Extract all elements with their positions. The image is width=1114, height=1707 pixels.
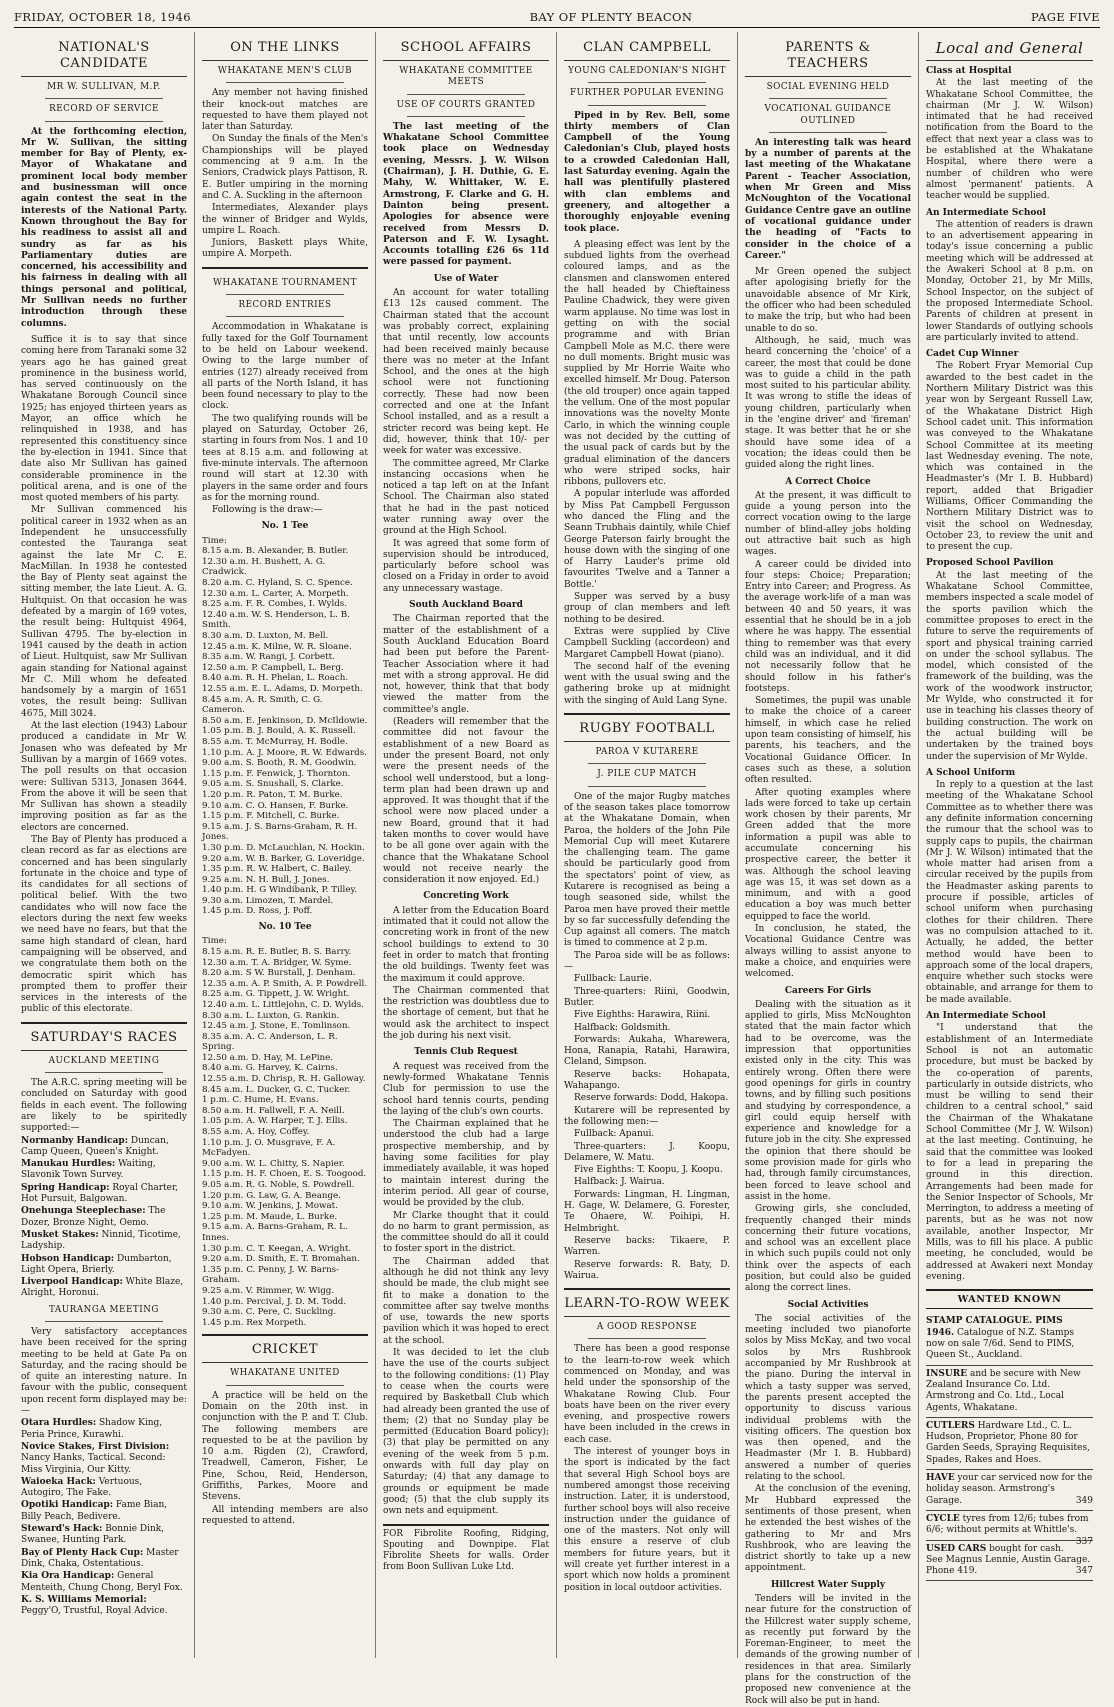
race-entry xyxy=(21,1254,187,1277)
ad-text: and be secure with New Zealand Insurance Co. Ltd. Armstrong and Co. Ltd., Local Agents, Whakatane. xyxy=(926,1368,1081,1413)
article-body xyxy=(383,614,549,886)
race-entry xyxy=(21,1418,187,1441)
divider xyxy=(588,1338,706,1339)
masthead xyxy=(14,6,1100,28)
column-on-the-links xyxy=(195,32,376,1658)
divider xyxy=(769,98,887,99)
race-entry xyxy=(21,1230,187,1253)
article-heading: NATIONAL'S CANDIDATE xyxy=(21,38,187,77)
section-heading: Use of Water xyxy=(433,273,499,284)
race-horses: Dumbarton, Light Opera, Brierly. xyxy=(21,1253,172,1275)
article-subheading: VOCATIONAL GUIDANCE OUTLINED xyxy=(764,104,892,126)
race-event: K. S. Williams Memorial: xyxy=(21,1594,147,1605)
article-subheading: USE OF COURTS GRANTED xyxy=(396,99,536,110)
cricket-section xyxy=(202,1334,368,1527)
article-paragraph: Extras were supplied by Clive Campbell Suckling (accordeon) and Margaret Campbell Howat (piano). xyxy=(564,626,730,660)
article-paragraph: One of the major Rugby matches of the season takes place tomorrow at the Whakatane Domain, when Paroa, the holders of the John Pile Memorial Cup will meet Kutarere the challenging team. The game should be particularly good from the spectators' point of view, as Kutarere is recognised as being a tough seasoned side, whilst the Paroa men have proved their mettle by so far successfully defending the Cup against all comers. The match is timed to commence at 2 p.m. xyxy=(564,791,730,949)
article-paragraph: Reserve forwards: R. Baty, D. Wairua. xyxy=(564,1259,730,1281)
article-paragraph: A practice will be held on the Domain on the 20th inst. in conjunction with the P. and T. Club. The following members are requested to be at the pavilion by 10 a.m. Rigden (2), Crawford, Treadwell, Cameron, Fisher, Le Pine, Schou, Reid, Henderson, Griffiths, Parkes, Moore and Stevens. xyxy=(202,1390,368,1503)
race-entry xyxy=(21,1477,187,1500)
article-paragraph: All intending members are also requested to attend. xyxy=(202,1504,368,1526)
news-item-text: At the last meeting of the Whakatane School Committee, members inspected a scale model of the sports pavilion which the committee proposes to erect in the future to serve the requirements of sport and physical training carried on under the school syllabus. The model, which consisted of the framework of the building, was the work of the woodwork instructor, Mr Wylde, who constructed it for use in teaching his classes theory of building construction. The work on the actual building will be undertaken by the trained boys under the supervision of Mr Wylde. xyxy=(926,570,1093,762)
article-paragraph: Tenders will be invited in the near future for the construction of the Hillcrest water supply scheme, as recently put forward by the Foreman-Engineer, to meet the demands of the growing number of residences in that area. Similarly plans for the construction of the proposed new convenience at the Rock will also be put in hand. xyxy=(745,1594,911,1706)
article-subheading: RECORD OF SERVICE xyxy=(49,104,159,115)
race-horses: Ninnid, Ticotime, Ladyship. xyxy=(21,1229,181,1252)
article-paragraph: Three-quarters: J. Koopu, Delamere, W. Matu. xyxy=(564,1141,730,1163)
article-paragraph: Halfback: Goldsmith. xyxy=(574,1022,671,1033)
ad-lead: INSURE xyxy=(926,1368,968,1379)
ad-text: bought for cash. See Magnus Lennie, Austin Garage. Phone 419. xyxy=(926,1543,1091,1577)
article-lead: Piped in by Rev. Bell, some thirty members of Clan Campbell of the Young Caledonian's Club, played hosts to a crowded Caledonian Hall, last Saturday evening. Again the hall was plentifully plastered with clan emblems and greenery, and altogether a thoroughly enjoyable evening took place. xyxy=(564,110,730,234)
article-paragraph: Growing girls, she concluded, frequently changed their minds concerning their future vocations, and school was an excellent place in which such pupils could not only think over the aspects of each position, but could also be guided along the correct lines. xyxy=(745,1204,911,1294)
masthead-page: PAGE FIVE xyxy=(1030,10,1100,24)
article-paragraph: The interest of younger boys in the sport is indicated by the fact that several High School boys are numbered amongst those receiving instruction. Later, it is understood, further school boys will also receive instruction under the guidance of one of the masters. Not only will this ensure a reserve of club members for future years, but it will create yet further interest in a sport which now holds a prominent position in local outdoor activities. xyxy=(564,1447,730,1593)
race-event: Manukau Hurdles: xyxy=(21,1159,116,1170)
race-horses: Duncan, Camp Queen, Queen's Knight. xyxy=(21,1135,169,1157)
race-horses: White Blaze, Alright, Horonui. xyxy=(21,1277,184,1299)
article-paragraph: Forwards: Aukaha, Wharewera, Hona, Ranapia, Ratahi, Harawira, Cleland, Simpson. xyxy=(564,1034,730,1068)
race-event: Kia Ora Handicap: xyxy=(21,1571,115,1582)
article-paragraph: Mr Clarke thought that it could do no harm to grant permission, as the committee should do all it could to foster sport in the district. xyxy=(383,1210,549,1255)
classified-ad xyxy=(926,1541,1093,1582)
tee-draw: Time: 8.15 a.m. B. Alexander, B. Butler. 12.30 a.m. H. Bushett, A. G. Cradwick. 8.20 a.m. C. Hyland, S. C. Spence. 12.30 a.m. L. Carter, A. Morpeth. 8.25 a.m. F. R. Combes, I. Wylds. 12.40 a.m. W. S. Henderson, L. B. Smith. 8.30 a.m. D. Luxton, M. Bell. 12.45 a.m. K. Milne, W. R. Sloane. 8.35 a.m. W. Rangi, J. Corbett. 12.50 a.m. P. Campbell, L. Berg. 8.40 a.m. R. H. Phelan, L. Roach. 12.55 a.m. E. L. Adams, D. Morpeth. 8.45 a.m. A. R. Smith, C. G. Cameron. 8.50 a.m. E. Jenkinson, D. McIldowie. 1.05 p.m. B. J. Bould, A. K. Russell. 8.55 a.m. T. McMurray, H. Bodle. 1.10 p.m. A. J. Moore, R. W. Edwards. 9.00 a.m. S. Booth, R. M. Goodwin. 1.15 p.m. F. Fenwick, J. Thornton. 9.05 a.m. S. Snushall, S. Clarke. 1.20 p.m. R. Paton, T. M. Burke. 9.10 a.m. C. O. Hansen, F. Burke. 1.15 p.m. F. Mitchell, C. Burke. 9.15 a.m. J. S. Barns-Graham, R. H. Jones. 1.30 p.m. D. McLauchlan, N. Hockin. 9.20 a.m. W. B. Barker, G. Loveridge. 1.35 p.m. R. W. Halbert, C. Bailey. 9.25 a.m. N. H. Bull, J. Jones. 1.40 p.m. H. G Windibank, P. Tilley. 9.30 a.m. Limozen, T. Mardel. 1.45 p.m. D. Ross, J. Poff. xyxy=(202,535,368,917)
divider xyxy=(588,82,706,83)
advertisement: FOR Fibrolite Roofing, Ridging, Spouting and Downpipe. Flat Fibrolite Sheets for walls. Order from Boon Sullivan Luke Ltd. xyxy=(383,1524,549,1574)
ad-text: Hardware Ltd., C. L. Hudson, Proprietor, Phone 80 for Garden Seeds, Spraying Requisites, Spades, Rakes and Hoes. xyxy=(926,1420,1090,1465)
race-entry xyxy=(21,1500,187,1523)
article-paragraph: Mr Green opened the subject after apologising briefly for the unavoidable absence of Mr Kirk, the officer who had been scheduled to make the trip, but who had been unable to do so. xyxy=(745,267,911,334)
ad-number: 349 xyxy=(1075,1495,1093,1506)
race-entry xyxy=(21,1183,187,1206)
news-item-text: The attention of readers is drawn to an advertisement appearing in today's issue concerning a public meeting which will be addressed at the Awakeri School at 8 p.m. on Monday, October 21, by Mr Mills, School Inspector, on the subject of the proposed Intermediate School. Parents of children at present in lower Standards of outlying schools are particularly invited to attend. xyxy=(926,219,1093,343)
article-paragraph: Dealing with the situation as it applied to girls, Miss McNoughton stated that the main factor which had to be overcome, was the impression that opportunities existed only in the city. This was entirely wrong. Often there were good openings for girls in country towns, and by filling such positions and studying by correspondence, a girl could equip herself with experience and knowledge for a future job in the city. She expressed the opinion that there should be some provision made for girls who had, through family circumstances, been forced to leave school and assist in the home. xyxy=(745,999,911,1202)
section-heading: Social Activities xyxy=(787,1299,869,1310)
tee-draw: Time: 8.15 a.m. R. E. Butler, B. S. Barry. 12.30 a.m. T. A. Bridger, W. Syme. 8.20 a.m. S W. Burstall, J. Denham. 12.35 a.m. A. P. Smith, A. P. Powdrell. 8.25 a.m. G. Tippett, J. W. Wright. 12.40 a.m. L. Littlejohn, C. D. Wylds. 8.30 a.m. L. Luxton, G. Rankin. 12.45 a.m. J. Stone, E. Tomlinson. 8.35 a.m. A. C. Anderson, L. R. Spring. 12.50 a.m. D. Hay, M. LePine. 8.40 a.m. G. Harvey, K. Cairns. 12.55 a.m. D. Chrisp, R. H. Galloway. 8.45 a.m. L. Ducker, G. C. Tucker. 1 p.m. C. Hume, H. Evans. 8.50 a.m. H. Fallwell, F. A. Neill. 1.05 p.m. A. W. Harper, T. J. Ellis. 8.55 a.m. A. Hoy, Coffey. 1.10 p.m. J. O. Musgrave, F. A. McFadyen. 9.00 a.m. W. L. Chitty, S. Napier. 1.15 p.m. H. F. Choen, E. S. Toogood. 9.05 a.m. R. G. Noble, S. Powdrell. 1.20 p.m. G. Law, G. A. Beange. 9.10 a.m. W. Jenkins, J. Mowat. 1.25 p.m. M. Maude, L. Burke. 9.15 a.m. A. Barns-Graham, R. L. Innes. 1.30 p.m. C. T. Keegan, A. Wright. 9.20 a.m. D. Smith, E. T. Bromahan. 1.35 p.m. C. Penny, J. W. Barns-Graham. 9.25 a.m. V. Rimmer, W. Wigg. 1.40 p.m. Percival, J. D. M. Todd. 9.30 a.m. C. Pere, C. Suckling. 1.45 p.m. Rex Morpeth. xyxy=(202,936,368,1328)
race-entry xyxy=(21,1548,187,1571)
classified-ad xyxy=(926,1366,1093,1418)
article-paragraph: The Paroa side will be as follows:— xyxy=(564,950,730,973)
article-paragraph: A popular interlude was afforded by Miss Pat Campbell Fergusson who danced the Fling and the Seann Trubhais daintily, while Chief George Paterson fairly brought the house down with the singing of one of Harry Lauder's prime old favourites 'Twelve and a Tanner a Bottle.' xyxy=(564,489,730,590)
article-body xyxy=(564,792,730,1282)
section-heading: Concreting Work xyxy=(423,891,509,902)
race-horses: Bonnie Dink, Swanee, Hunting Park. xyxy=(21,1524,165,1546)
race-entry xyxy=(21,1442,187,1476)
news-item-heading: An Intermediate School xyxy=(926,207,1046,218)
article-body xyxy=(564,1344,730,1594)
article-paragraph: The committee agreed, Mr Clarke instancing occasions when he noticed a tap left on at the Infant School. The Chairman also stated that he had in the past noticed water running away over the ground at the High School. xyxy=(383,458,549,537)
classified-ads xyxy=(926,1313,1093,1581)
column-clan-campbell xyxy=(557,32,738,1658)
article-subheading: YOUNG CALEDONIAN'S NIGHT xyxy=(568,66,726,76)
article-heading: LEARN-TO-ROW WEEK xyxy=(564,1294,730,1317)
article-paragraph: Juniors, Baskett plays White, umpire A. Morpeth. xyxy=(202,238,368,260)
article-paragraph: Sometimes, the pupil was unable to make the choice of a career himself, in which case he relied upon team consisting of himself, his parents, his teachers, and the Vocational Guidance Officer. In cases such as these, a solution often resulted. xyxy=(745,696,911,786)
article-paragraph: At the last election (1943) Labour produced a candidate in Mr W. Jonasen who was defeated by Mr Sullivan by a margin of 1669 votes. The poll results on that occasion were: Sullivan 5313, Jonasen 3644. From the above it will be seen that Mr Sullivan has shown a steadily improving position as far as the electors are concerned. xyxy=(21,721,187,833)
divider xyxy=(588,763,706,764)
divider xyxy=(45,121,163,122)
race-event: Normanby Handicap: xyxy=(21,1135,129,1146)
race-event: Otara Hurdles: xyxy=(21,1418,97,1429)
article-body xyxy=(745,1314,911,1575)
article-body xyxy=(202,88,368,260)
race-entry xyxy=(21,1571,187,1594)
section-heading: A Correct Choice xyxy=(785,476,871,487)
race-horses: Fame Bian, Billy Peach, Bedivere. xyxy=(21,1500,168,1522)
article-paragraph: It was decided to let the club have the use of the courts subject to the following conditions: (1) Play to cease when the courts were required by Basketball Club which had already been granted the use of them; (2) that no Sunday play be permitted (Education Board policy); (3) that play be permitted on any evening of the week from 5 p.m. onwards with full day play on Saturday; (4) that any damage to grounds or equipment be made good; (5) that the club supply its own nets and equipment. xyxy=(383,1348,549,1517)
divider xyxy=(45,98,163,99)
ad-number: 337 xyxy=(1075,1536,1093,1547)
divider xyxy=(407,94,525,95)
ad-lead: HAVE xyxy=(926,1473,955,1484)
article-paragraph: Reserve forwards: Dodd, Hakopa. xyxy=(574,1093,729,1104)
race-entry xyxy=(21,1277,187,1300)
article-paragraph: At the conclusion of the evening, Mr Hubbard expressed the sentiments of those present, when he extended the best wishes of the gathering to Mr and Mrs Rushbrook, who are leaving the district shortly to take up a new appointment. xyxy=(745,1484,911,1574)
article-subheading: WHAKATANE COMMITTEE MEETS xyxy=(399,66,533,88)
section-subheading: TAURANGA MEETING xyxy=(49,1304,159,1315)
article-paragraph: The Chairman commented that the restriction was doubtless due to the shortage of cement, but that he would ask the architect to inspect the job during his next visit. xyxy=(383,985,549,1042)
news-item-heading: Cadet Cup Winner xyxy=(926,349,1019,360)
divider xyxy=(588,786,706,787)
race-event: Waioeka Hack: xyxy=(21,1476,96,1487)
race-event: Spring Handicap: xyxy=(21,1182,110,1193)
article-subheading: FURTHER POPULAR EVENING xyxy=(570,88,724,99)
article-paragraph: Kutarere will be represented by the following men:— xyxy=(564,1105,730,1127)
article-body xyxy=(745,1594,911,1707)
columns xyxy=(14,32,1100,1706)
article-paragraph: Reserve backs: Hohapata, Wahapango. xyxy=(564,1069,730,1092)
article-body xyxy=(383,906,549,1043)
section-intro: The A.R.C. spring meeting will be concluded on Saturday with good fields in each event. The following are likely to be spiritedly supported:— xyxy=(21,1078,187,1134)
article-body xyxy=(564,240,730,707)
article-heading: ON THE LINKS xyxy=(202,38,368,61)
article-subheading: SOCIAL EVENING HELD xyxy=(766,82,890,92)
divider xyxy=(45,1321,163,1322)
article-paragraph: Intermediates, Alexander plays the winner of Bridger and Wylds, umpire L. Roach. xyxy=(202,203,368,236)
article-heading: SATURDAY'S RACES xyxy=(21,1028,187,1051)
article-paragraph: The social activities of the meeting included two pianoforte solos by Miss McKay, and two vocal solos by Mrs Rushbrook accompanied by Mr Rushbrook at the piano. During the interval in which a tasty supper was served, the parents present accepted the opportunity to discuss various individual problems with the visiting officers. The question box was then opened, and the Headmaster (Mr I. B. Hubbard) answered a number of queries relating to the school. xyxy=(745,1313,911,1483)
news-item-heading: Proposed School Pavilion xyxy=(926,558,1054,569)
race-horses: Waiting, Slavonik Town Survey. xyxy=(21,1159,156,1181)
article-paragraph: The two qualifying rounds will be played on Saturday, October 26, starting in fours from Nos. 1 and 10 tees at 8.15 a.m. and following at five-minute intervals. The afternoon round will start at 12.30 with players in the same order and fours as for the morning round. xyxy=(202,413,368,503)
classified-ad xyxy=(926,1313,1093,1365)
article-paragraph: Three-quarters: Riini, Goodwin, Butler. xyxy=(564,986,730,1008)
divider xyxy=(769,132,887,133)
article-heading: Local and General xyxy=(926,38,1093,61)
article-paragraph: The Chairman explained that he understood the club had a large prospective membership, and by having some facilities for play immediately available, it was hoped to maintain interest during the interim period. All gear of course, would be provided by the club. xyxy=(383,1119,549,1209)
divider xyxy=(226,316,344,317)
article-paragraph: Any member not having finished their knock-out matches are requested to have them played not later than Saturday. xyxy=(202,88,368,133)
ad-text: your car serviced now for the holiday season. Armstrong's Garage. xyxy=(926,1473,1093,1506)
article-paragraph: The Bay of Plenty has produced a clean record as far as elections are concerned and has been singularly fortunate in the choice and type of its candidates for all sections of political belief. With the two candidates who will now face the electors during the next few weeks we need have no fears, but that the same high standard of clean, hard campaigning will be observed, and we congratulate them both on the democratic spirit which has prompted them to proffer their services in the interests of the public of this electorate. xyxy=(21,835,187,1015)
section-heading: Careers For Girls xyxy=(784,985,872,996)
article-paragraph: Following is the draw:— xyxy=(212,505,323,516)
article-subheading: PAROA V KUTARERE xyxy=(595,747,699,758)
column-local-and-general xyxy=(919,32,1100,1658)
article-heading: RUGBY FOOTBALL xyxy=(564,719,730,742)
race-horses: The Dozer, Bronze Night, Oemo. xyxy=(21,1206,166,1228)
article-body xyxy=(745,1000,911,1295)
race-entry xyxy=(21,1206,187,1229)
article-lead: At the forthcoming election, Mr W. Sullivan, the sitting member for Bay of Plenty, ex-Mayor of Whakatane and prominent local body member and businessman will once again contest the seat in the interests of the National Party. Known throughout the Bay for his readiness to assist all and sundry as far as his Parliamentary duties are concerned, his accessibility and his fairness in dealing with all things personal and political, Mr Sullivan needs no further introduction through these columns. xyxy=(21,126,187,329)
article-paragraph: A letter from the Education Board intimated that it could not allow the concreting work in front of the new school buildings to extend to 30 feet in order to match that fronting the old buildings. Twenty feet was the maximum it could approve. xyxy=(383,905,549,984)
article-heading: SCHOOL AFFAIRS xyxy=(383,38,549,61)
article-body xyxy=(202,322,368,516)
news-item-text: "I understand that the establishment of an Intermediate School is not an automatic procedure, but must be backed by the co-operation of parents, particularly in outside districts, who must be willing to send their children to a central school," said the Chairman of the Whakatane School Committee (Mr J. W. Wilson) at the last meeting. Continuing, he said that the committee was looked to for a lead in preparing the ground in this direction. Arrangements had been made for the Senior Inspector of Schools, Mr Merrington, to address a meeting of parents, but as he was not now available, another Inspector, Mr Mills, was to fill his place. A public meeting, he concluded, would be addressed at Awakeri next Monday evening. xyxy=(926,1023,1093,1282)
race-event: Hobson Handicap: xyxy=(21,1253,115,1264)
classified-ad xyxy=(926,1418,1093,1470)
article-paragraph: Although, he said, much was heard concerning the 'choice' of a career, the most that could be done was to guide a child in the path most suited to his particular ability. It was wrong to stifle the ideas of young children, particularly when in the 'engine driver' and 'fireman' stage. It was better that he or she should have some idea of a vocation; the ideas could then be guided along the right lines. xyxy=(745,335,911,471)
article-paragraph: Five Eighths: T. Koopu, J. Koopu. xyxy=(574,1165,723,1176)
article-subheading: J. PILE CUP MATCH xyxy=(597,769,697,780)
article-subheading: A GOOD RESPONSE xyxy=(596,1322,698,1333)
race-entry xyxy=(21,1136,187,1159)
wanted-known-heading: WANTED KNOWN xyxy=(926,1289,1093,1309)
article-heading: PARENTS & TEACHERS xyxy=(745,38,911,77)
section-heading: Tennis Club Request xyxy=(414,1047,518,1058)
news-item-text: At the last meeting of the Whakatane School Committee, the chairman (Mr J. W. Wilson) intimated that he had received notification from the Board to the effect that next year a class was to be established at the Whakatane Hospital, where there were a number of children who were almost 'permanent' patients. A teacher would be supplied. xyxy=(926,78,1093,202)
article-paragraph: The Chairman reported that the matter of the establishment of a South Auckland Education Board had been put before the Parent-Teacher Association where it had met with a strong approval. He did not, however, think that that body viewed the matter from the committee's angle. xyxy=(383,614,549,715)
ad-lead: USED CARS xyxy=(926,1543,987,1554)
races-section xyxy=(21,1022,187,1618)
news-items xyxy=(926,66,1093,1283)
race-entry xyxy=(21,1524,187,1547)
article-body xyxy=(383,1062,549,1518)
race-horses: Peggy'O, Trustful, Royal Advice. xyxy=(21,1606,168,1617)
race-event: Opotiki Handicap: xyxy=(21,1500,114,1511)
masthead-date: FRIDAY, OCTOBER 18, 1946 xyxy=(14,10,191,24)
article-subheading: WHAKATANE MEN'S CLUB xyxy=(217,66,353,76)
article-paragraph: Fullback: Laurie. xyxy=(574,974,652,985)
ad-lead: CYCLE xyxy=(926,1513,960,1524)
news-item-heading: A School Uniform xyxy=(926,767,1016,778)
article-paragraph: Mr Sullivan commenced his political career in 1932 when as an Independent he unsuccessfully contested the Tauranga seat against the late Mr C. E. MacMillan. In 1938 he contested the Bay of Plenty seat against the sitting member, the late Lieut. A. G. Hultquist. On that occasion he was defeated by a margin of 169 votes, the result being: Hultquist 4964, Sullivan 4795. The by-election in 1941 caused by the death in action of Lieut. Hultquist, saw Mr Sullivan again standing for National against Mr C. Mill whom he defeated handsomely by a margin of 1651 votes, the result being: Sullivan 4675, Mill 3024. xyxy=(21,505,187,719)
column-nationals-candidate xyxy=(14,32,195,1658)
column-school-affairs xyxy=(376,32,557,1658)
classified-ad xyxy=(926,1470,1093,1511)
article-paragraph: Accommodation in Whakatane is fully taxed for the Golf Tournament to be held on Labour weekend. Owing to the large number of entries (127) already received from all parts of the North Island, it has been found necessary to play to the clock. xyxy=(202,322,368,412)
column-parents-teachers xyxy=(738,32,919,1706)
section-heading: Hillcrest Water Supply xyxy=(770,1579,886,1590)
ad-text: Catalogue of N.Z. Stamps now on sale 7/6d. Send to PIMS, Queen St., Auckland. xyxy=(926,1327,1075,1361)
ad-text: tyres from 12/6; tubes from 6/6; without permits at Whittle's. xyxy=(926,1513,1089,1536)
article-paragraph: On Sunday the finals of the Men's Championships will be played commencing at 9 a.m. In the Seniors, Cradwick plays Pattison, R. E. Butler umpiring in the morning and C. A. Suckling in the afternoon xyxy=(202,134,368,201)
article-body xyxy=(745,267,911,471)
article-paragraph: (Readers will remember that the committee did not favour the establishment of a new Board as under the present Board, not only were the present needs of the school well understood, but a long-term plan had been drawn up and approved. It was thought that if the school were now placed under a new Board, ground that it had taken months to cover would have to be all gone over again with the chance that the Whakatane School would not receive nearly the consideration it now enjoyed. Ed.) xyxy=(383,717,549,886)
section-subheading: AUCKLAND MEETING xyxy=(48,1055,160,1066)
ad-number: 347 xyxy=(1075,1566,1093,1577)
race-horses: Nancy Hanks, Tactical. Second: Miss Virginia, Our Kitty. xyxy=(21,1453,166,1475)
article-paragraph: There has been a good response to the learn-to-row week which commenced on Monday, and was held under the sponsorship of the Whakatane Rowing Club. Four boats have been on the river every evening, and prospective rowers have been included in the crews in each case. xyxy=(564,1344,730,1445)
article-paragraph: A request was received from the newly-formed Whakatane Tennis Club for permission to use the school hard tennis courts, pending the laying of the club's own courts. xyxy=(383,1061,549,1117)
race-list xyxy=(21,1418,187,1617)
article-body xyxy=(383,288,549,595)
race-list xyxy=(21,1136,187,1300)
article-body xyxy=(745,491,911,981)
article-heading: CLAN CAMPBELL xyxy=(564,38,730,61)
race-entry xyxy=(21,1159,187,1182)
article-subheading: MR W. SULLIVAN, M.P. xyxy=(47,82,161,92)
article-paragraph: Reserve backs: Tikaere, P. Warren. xyxy=(564,1235,730,1258)
article-paragraph: Halfback: J. Wairua. xyxy=(574,1177,665,1188)
article-heading: CRICKET xyxy=(202,1340,368,1363)
article-lead: The last meeting of the Whakatane School Committee took place on Wednesday evening, Messrs. J. W. Wilson (Chairman), J. H. Duthie, G. E. Mahy, W. Whittaker, W. E. Armstrong, F. Clarke and G. H. Dainton being present. Apologies for absence were received from Messrs D. Paterson and F. W. Lysaght. Accounts totalling £26 6s 11d were passed for payment. xyxy=(383,121,549,268)
tee-heading: No. 10 Tee xyxy=(258,922,312,933)
article-paragraph: The second half of the evening went with the usual swing and the gathering broke up at midnight with the singing of Auld Lang Syne. xyxy=(564,661,730,706)
ad-lead: CUTLERS xyxy=(926,1420,975,1431)
race-horses: Master Dink, Chaka, Ostentatious. xyxy=(21,1547,179,1569)
news-item-text: The Robert Fryar Memorial Cup awarded to the best cadet in the Northern Military District was this year won by Sergeant Russell Law, of the Whakatane District High School cadet unit. This information was conveyed to the Whakatane School Committee at its meeting last Wednesday evening. The note, which was contained in the Headmaster's (Mr I. B. Hubbard) report, added that Brigadier Williams, Officer Commanding the Northern Military District was to visit the school on Wednesday, October 23, to review the unit and to present the cup. xyxy=(926,361,1093,553)
divider xyxy=(226,294,344,295)
news-item-text: In reply to a question at the last meeting of the Whakatane School Committee as to whether there was any definite information concerning the rumour that the school was to supply caps to pupils, the chairman (Mr J. W. Wilson) intimated that the whole matter had arisen from a circular received by the pupils from the Headmaster asking parents to procure if possible, articles of school uniform when purchasing clothes for their children. There was no compulsion attached to it. Actually, he added, the better method would have been to approach some of the local drapers, enquire whether such stocks were obtainable, and arrange for them to be made available. xyxy=(926,780,1093,1005)
article-paragraph: It was agreed that some form of supervision should be introduced, particularly before school was closed on a Friday in order to avoid any unnecessary wastage. xyxy=(383,538,549,594)
masthead-title: BAY OF PLENTY BEACON xyxy=(529,10,693,24)
article-paragraph: At the present, it was difficult to guide a young person into the correct vocation owing to the large number of blind-alley jobs holding out attractive bait such as high wages. xyxy=(745,490,911,558)
divider xyxy=(588,105,706,106)
article-paragraph: Supper was served by a busy group of clan members and left nothing to be desired. xyxy=(564,592,730,625)
article-paragraph: Fullback: Apanui. xyxy=(574,1129,655,1140)
tournament-section xyxy=(202,267,368,1329)
article-paragraph: A career could be divided into four steps: Choice; Preparation; Entry into Career; and Progress. As the average work-life of a man was between 40 and 50 years, it was essential that he should be in a job where he was happy. The essential thing to remember was that every child was an individual, and it did not necessarily follow that he should follow in his father's footsteps. xyxy=(745,559,911,694)
divider xyxy=(226,82,344,83)
article-paragraph: After quoting examples where lads were forced to take up certain work chosen by their parents, Mr Green added that the more information a pupil was able to accumulate concerning his prospective career, the better it was. Although the school leaving age was 15, it was set down as a minimum, and with a good education a boy was much better equipped to face the world. xyxy=(745,787,911,922)
race-event: Bay of Plenty Hack Cup: xyxy=(21,1547,144,1558)
section-intro: Very satisfactory acceptances have been received for the spring meeting to be held at Gate Pa on Saturday, and the racing should be of quite an interesting nature. In favour with the public, consequent upon recent form displayed may be:— xyxy=(21,1326,187,1417)
divider xyxy=(226,1385,344,1386)
divider xyxy=(45,1072,163,1073)
news-item-heading: An Intermediate School xyxy=(926,1011,1046,1022)
section-heading: South Auckland Board xyxy=(409,600,523,611)
article-paragraph: Five Eighths: Harawira, Riini. xyxy=(574,1010,711,1021)
section-subheading: RECORD ENTRIES xyxy=(238,300,332,311)
race-horses: Vertuous, Autogiro, The Fake. xyxy=(21,1476,143,1499)
race-entry xyxy=(21,1595,187,1618)
article-paragraph: An account for water totalling £13 12s caused comment. The Chairman stated that the account was probably correct, explaining that until recently, low accounts had been received mainly because there was no meter at the Infant School, and the ones at the high school were not functioning correctly. These had now been corrected and one at the Infant School installed, and as a result a stricter record was being kept. He did, however, think that 10/- per week for water was excessive. xyxy=(383,288,549,457)
article-body xyxy=(21,335,187,1016)
rowing-section xyxy=(564,1288,730,1594)
article-lead: An interesting talk was heard by a number of parents at the last meeting of the Whakatane Parent - Teacher Association, when Mr Green and Miss McNoughton of the Vocational Guidance Centre gave an outline of vocational guidance under the heading of "Facts to consider in the choice of a Career." xyxy=(745,137,911,261)
race-event: Steward's Hack: xyxy=(21,1524,103,1535)
tee-heading: No. 1 Tee xyxy=(261,521,309,532)
race-horses: Royal Charter, Hot Pursuit, Balgowan. xyxy=(21,1182,179,1205)
race-event: Onehunga Steeplechase: xyxy=(21,1206,146,1217)
article-subheading: WHAKATANE UNITED xyxy=(230,1368,340,1379)
section-heading: WHAKATANE TOURNAMENT xyxy=(213,277,357,288)
divider xyxy=(407,116,525,117)
race-horses: Shadow King, Peria Prince, Kurawhi. xyxy=(21,1418,163,1440)
race-event: Liverpool Handicap: xyxy=(21,1277,123,1288)
race-horses: General Menteith, Chung Chong, Beryl Fox. xyxy=(21,1571,183,1593)
classified-ad xyxy=(926,1511,1093,1547)
rugby-section xyxy=(564,713,730,1282)
ad-lead: STAMP CATALOGUE. PIMS 1946. xyxy=(926,1316,1063,1338)
news-item-heading: Class at Hospital xyxy=(926,66,1012,76)
article-paragraph: In conclusion, he stated, the Vocational Guidance Centre was always willing to assist anyone to make a choice, and enquiries were welcomed. xyxy=(745,924,911,980)
race-event: Novice Stakes, First Division: xyxy=(21,1441,170,1452)
article-paragraph: The Chairman added that although he did not think any levy should be made, the club might see fit to make a donation to the committee after say twelve months of use, towards the new sports pavilion which it was hoped to erect at the school. xyxy=(383,1256,549,1346)
article-paragraph: Suffice it is to say that since coming here from Taranaki some 32 years ago he has gained great prominence in the business world, has served continuously on the Whakatane Borough Council since 1925; has enjoyed thirteen years as Mayor, an office which he relinquished in 1938, and has represented this constituency since the by-election in 1941. Since that date also Mr Sullivan has gained considerable prominence in the political arena, and is one of the most quoted members of his party. xyxy=(21,334,187,504)
race-event: Musket Stakes: xyxy=(21,1229,99,1240)
article-paragraph: Forwards: Lingman, H. Lingman, H. Gage, W. Delamere, G. Forester, Te Ohaere, W. Poihipi, H. Helmbright. xyxy=(564,1189,730,1234)
article-paragraph: A pleasing effect was lent by the subdued lights from the overhead coloured lamps, and as the clansmen and clanswomen entered the hall headed by Chieftainess Pauline Chadwick, they were given warm applause. No time was lost in getting on with the social programme and with Brian Campbell Mole as M.C. there were no dull moments. Bright music was supplied by Mr Horrie Waite who excelled himself. Mr Doug. Paterson (the old trouper) once again tapped the vellum. One of the most popular innovations was the novelty Monte Carlo, in which the winning couple was not decided by the cutting of the usual pack of cards but by the gradual elimination of the dancers who were striped socks, hair ribbons, pullovers etc. xyxy=(564,239,730,488)
